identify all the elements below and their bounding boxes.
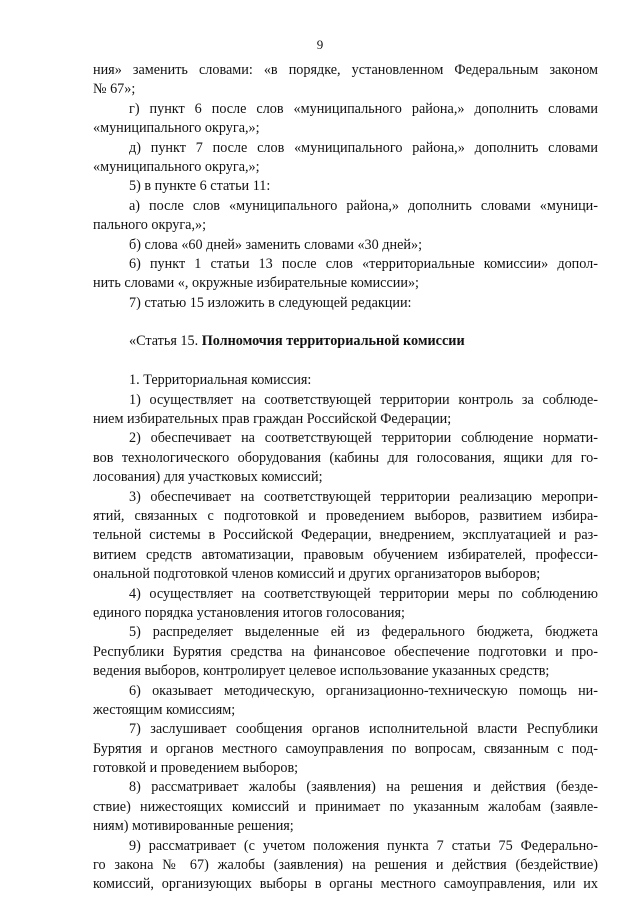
text-line: 7) статью 15 изложить в следующей редакции: bbox=[129, 294, 412, 311]
text-line: 6) оказывает методическую, организационно-техническую помощь ни- bbox=[129, 682, 598, 699]
text-line: тельной системы в Российской Федерации, внедрением, эксплуатацией и раз- bbox=[93, 527, 598, 544]
text-line: вов технологического оборудования (кабины для голосования, ящики для го- bbox=[93, 449, 598, 466]
text-line: комиссий, организующих выборы в органы местного самоуправления, или их bbox=[93, 876, 598, 893]
text-line: нить словами «, окружные избирательные комиссии»; bbox=[93, 275, 419, 292]
article-title: Полномочия территориальной комиссии bbox=[201, 333, 465, 350]
text-line: № 67»; bbox=[93, 81, 136, 98]
blank-line bbox=[93, 352, 598, 371]
paragraph bbox=[93, 255, 598, 294]
text-line: 1. Территориальная комиссия: bbox=[129, 372, 312, 389]
paragraph bbox=[93, 177, 598, 196]
paragraph bbox=[93, 837, 598, 895]
text-line: пального округа,»; bbox=[93, 217, 207, 234]
paragraph bbox=[93, 294, 598, 313]
text-line: ния» заменить словами: «в порядке, установленном Федеральным законом bbox=[93, 62, 598, 78]
text-line: 9) рассматривает (с учетом положения пункта 7 статьи 75 Федерально- bbox=[129, 837, 598, 854]
paragraph bbox=[93, 720, 598, 778]
paragraph bbox=[93, 488, 598, 585]
text-line: ниям) мотивированные решения; bbox=[93, 818, 294, 835]
text-line: 2) обеспечивает на соответствующей территории соблюдение нормати- bbox=[129, 430, 598, 447]
text-line: жестоящим комиссиям; bbox=[93, 701, 236, 718]
text-line: а) после слов «муниципального района,» дополнить словами «муници- bbox=[129, 197, 598, 214]
blank-line bbox=[93, 313, 598, 332]
text-line: ятий, связанных с подготовкой и проведением выборов, развитием избира- bbox=[93, 507, 598, 524]
document-body bbox=[93, 61, 598, 895]
text-line: 7) заслушивает сообщения органов исполнительной власти Республики bbox=[129, 721, 598, 738]
paragraph bbox=[93, 778, 598, 836]
paragraph bbox=[93, 236, 598, 255]
text-line: витием средств автоматизации, правовым обучением избирателей, професси- bbox=[93, 546, 598, 563]
paragraph bbox=[93, 100, 598, 139]
text-line: готовкой и проведением выборов; bbox=[93, 760, 299, 777]
text-line: 3) обеспечивает на соответствующей территории реализацию меропри- bbox=[129, 488, 598, 505]
paragraph bbox=[93, 585, 598, 624]
text-line: Бурятия и органов местного самоуправления по вопросам, связанным с под- bbox=[93, 740, 598, 757]
text-line: 6) пункт 1 статьи 13 после слов «территориальные комиссии» допол- bbox=[129, 255, 598, 272]
text-line: Республики Бурятия средства на финансовое обеспечение подготовки и про- bbox=[93, 643, 598, 660]
text-line: д) пункт 7 после слов «муниципального района,» дополнить словами bbox=[129, 139, 598, 156]
paragraph bbox=[93, 61, 598, 100]
paragraph bbox=[93, 429, 598, 487]
text-line: б) слова «60 дней» заменить словами «30 дней»; bbox=[129, 236, 423, 253]
page-number: 9 bbox=[316, 37, 324, 52]
text-line: нием избирательных прав граждан Российской Федерации; bbox=[93, 411, 452, 428]
paragraph bbox=[93, 371, 598, 390]
article-number: «Статья 15. bbox=[129, 333, 202, 350]
text-line: ведения выборов, контролирует целевое использование указанных средств; bbox=[93, 663, 550, 680]
paragraph bbox=[93, 391, 598, 430]
text-line: 8) рассматривает жалобы (заявления) на решения и действия (безде- bbox=[129, 779, 598, 796]
text-line: 5) распределяет выделенные ей из федерального бюджета, бюджета bbox=[129, 624, 598, 641]
text-line: «муниципального округа,»; bbox=[93, 158, 260, 175]
paragraph bbox=[93, 139, 598, 178]
paragraph bbox=[93, 682, 598, 721]
text-line: единого порядка установления итогов голосования; bbox=[93, 604, 405, 621]
text-line: 5) в пункте 6 статьи 11: bbox=[129, 178, 271, 195]
text-line: лосования) для участковых комиссий; bbox=[93, 469, 323, 486]
text-line: «муниципального округа,»; bbox=[93, 120, 260, 137]
paragraph bbox=[93, 197, 598, 236]
text-line: го закона № 67) жалобы (заявления) на решения и действия (бездействие) bbox=[93, 857, 598, 874]
text-line: 4) осуществляет на соответствующей территории меры по соблюдению bbox=[129, 585, 598, 602]
text-line: ональной подготовкой членов комиссий и других организаторов выборов; bbox=[93, 566, 541, 583]
text-line: ствие) нижестоящих комиссий и принимает по указанным жалобам (заявле- bbox=[93, 798, 598, 815]
article-heading bbox=[93, 332, 598, 351]
text-line: г) пункт 6 после слов «муниципального района,» дополнить словами bbox=[129, 100, 598, 117]
text-line: 1) осуществляет на соответствующей территории контроль за соблюде- bbox=[129, 391, 598, 408]
paragraph bbox=[93, 623, 598, 681]
